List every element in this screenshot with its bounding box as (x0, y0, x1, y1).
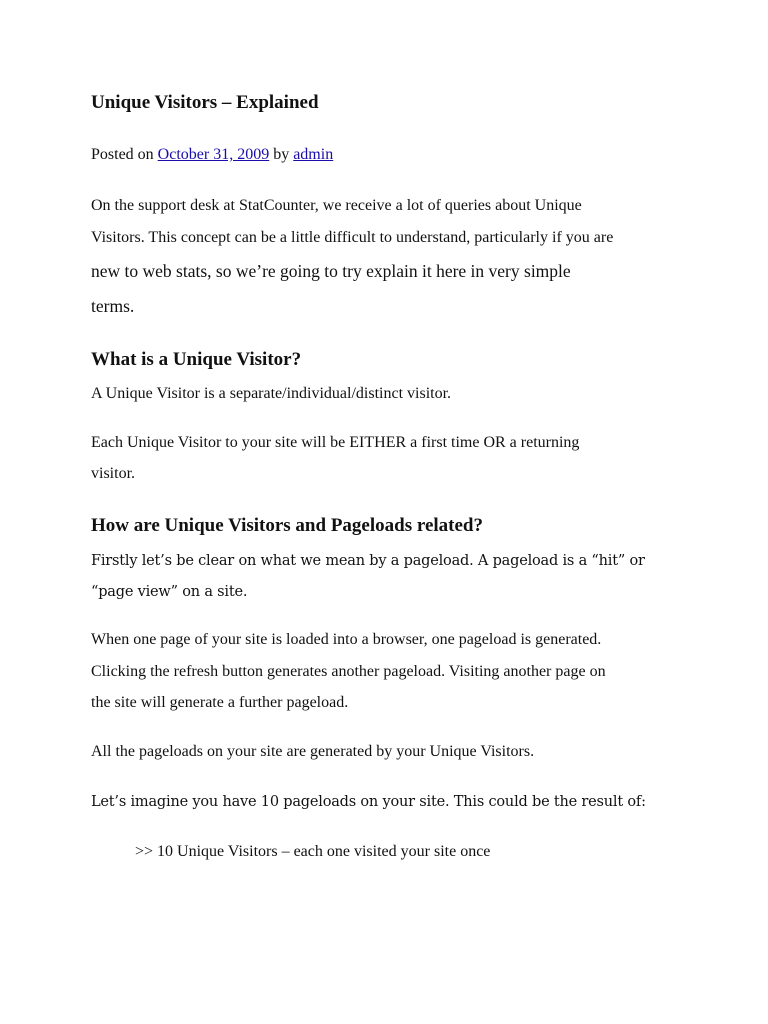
intro-line-1: On the support desk at StatCounter, we receive a lot of queries about Unique (91, 197, 582, 214)
section-heading-what-is: What is a Unique Visitor? (91, 349, 302, 370)
intro-line-2: Visitors. This concept can be a little difficult to understand, particularly if you are (91, 229, 614, 246)
section2-paragraph-2-line-1: When one page of your site is loaded into a browser, one pageload is generated. (91, 631, 602, 648)
section2-paragraph-3: All the pageloads on your site are generated by your Unique Visitors. (91, 743, 535, 760)
section2-paragraph-1-line-2: “page view” on a site. (91, 584, 248, 600)
section2-paragraph-2-line-3: the site will generate a further pageload. (91, 694, 349, 711)
post-meta (91, 146, 333, 164)
author-link[interactable]: admin (293, 146, 334, 163)
section1-paragraph-2-line-1: Each Unique Visitor to your site will be EITHER a first time OR a returning (91, 434, 580, 451)
section1-paragraph-1: A Unique Visitor is a separate/individual/distinct visitor. (91, 385, 452, 402)
list-item: >> 10 Unique Visitors – each one visited your site once (135, 843, 491, 860)
intro-line-4: terms. (91, 296, 135, 316)
section-heading-related: How are Unique Visitors and Pageloads related? (91, 515, 483, 536)
article-title: Unique Visitors – Explained (91, 92, 319, 113)
by-label: by (273, 146, 290, 163)
section2-paragraph-2-line-2: Clicking the refresh button generates another pageload. Visiting another page on (91, 663, 606, 680)
posted-on-label: Posted on (91, 146, 154, 163)
section2-paragraph-4: Let’s imagine you have 10 pageloads on your site. This could be the result of: (91, 794, 646, 810)
intro-line-3: new to web stats, so we’re going to try explain it here in very simple (91, 261, 571, 281)
date-link[interactable]: October 31, 2009 (157, 146, 270, 163)
section1-paragraph-2-line-2: visitor. (91, 465, 136, 482)
section2-paragraph-1-line-1: Firstly let’s be clear on what we mean by a pageload. A pageload is a “hit” or (91, 553, 645, 569)
